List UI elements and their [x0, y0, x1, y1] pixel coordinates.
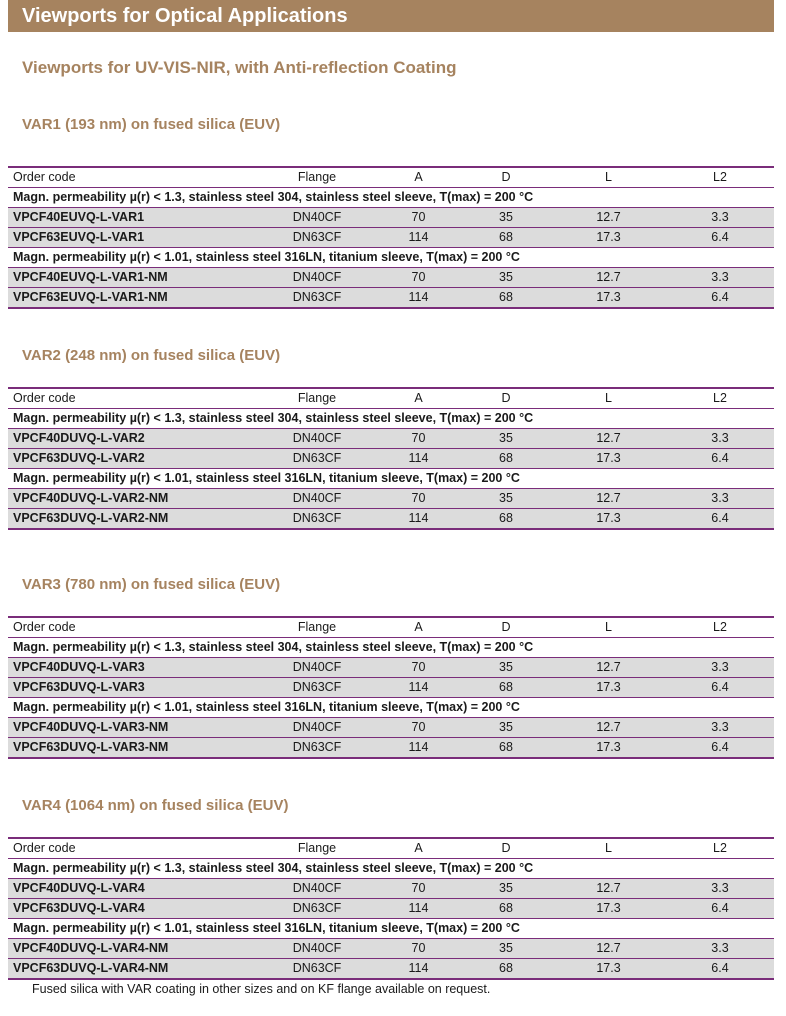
cell-d: 35	[461, 939, 551, 959]
table-row	[8, 509, 774, 530]
cell-order-code: VPCF63DUVQ-L-VAR2-NM	[8, 509, 258, 530]
cell-l2: 6.4	[666, 678, 774, 698]
cell-order-code: VPCF63EUVQ-L-VAR1	[8, 228, 258, 248]
cell-a: 70	[376, 268, 461, 288]
cell-l2: 3.3	[666, 718, 774, 738]
column-header-flange: Flange	[258, 167, 376, 188]
column-header-d: D	[461, 388, 551, 409]
column-header-order-code: Order code	[8, 838, 258, 859]
cell-flange: DN63CF	[258, 449, 376, 469]
cell-l2: 3.3	[666, 208, 774, 228]
column-header-flange: Flange	[258, 838, 376, 859]
cell-d: 35	[461, 879, 551, 899]
cell-a: 70	[376, 879, 461, 899]
cell-a: 70	[376, 658, 461, 678]
cell-a: 114	[376, 678, 461, 698]
group-label: Magn. permeability µ(r) < 1.3, stainless steel 304, stainless steel sleeve, T(max) = 200 °C	[8, 409, 774, 429]
cell-a: 114	[376, 509, 461, 530]
cell-flange: DN40CF	[258, 939, 376, 959]
group-label: Magn. permeability µ(r) < 1.3, stainless steel 304, stainless steel sleeve, T(max) = 200 °C	[8, 188, 774, 208]
cell-flange: DN63CF	[258, 509, 376, 530]
cell-a: 70	[376, 208, 461, 228]
table-row	[8, 208, 774, 228]
group-label: Magn. permeability µ(r) < 1.01, stainless steel 316LN, titanium sleeve, T(max) = 200 °C	[8, 248, 774, 268]
cell-order-code: VPCF40DUVQ-L-VAR2-NM	[8, 489, 258, 509]
page-title: Viewports for Optical Applications	[22, 5, 348, 27]
table-row	[8, 718, 774, 738]
cell-flange: DN40CF	[258, 879, 376, 899]
cell-order-code: VPCF63DUVQ-L-VAR3-NM	[8, 738, 258, 759]
group-label: Magn. permeability µ(r) < 1.01, stainless steel 316LN, titanium sleeve, T(max) = 200 °C	[8, 698, 774, 718]
cell-l: 17.3	[551, 228, 666, 248]
cell-l: 12.7	[551, 939, 666, 959]
cell-flange: DN63CF	[258, 288, 376, 309]
cell-order-code: VPCF40DUVQ-L-VAR3-NM	[8, 718, 258, 738]
table-header-row	[8, 388, 774, 409]
spec-table	[8, 837, 774, 980]
cell-l2: 3.3	[666, 489, 774, 509]
cell-a: 70	[376, 489, 461, 509]
cell-l2: 6.4	[666, 228, 774, 248]
table-row	[8, 899, 774, 919]
cell-d: 68	[461, 449, 551, 469]
group-header-row	[8, 638, 774, 658]
cell-l: 12.7	[551, 429, 666, 449]
cell-l2: 6.4	[666, 449, 774, 469]
cell-order-code: VPCF63DUVQ-L-VAR2	[8, 449, 258, 469]
cell-l: 12.7	[551, 879, 666, 899]
cell-d: 68	[461, 899, 551, 919]
cell-d: 68	[461, 959, 551, 980]
cell-flange: DN40CF	[258, 268, 376, 288]
column-header-d: D	[461, 838, 551, 859]
cell-flange: DN63CF	[258, 228, 376, 248]
cell-flange: DN40CF	[258, 658, 376, 678]
cell-l2: 3.3	[666, 268, 774, 288]
cell-d: 68	[461, 288, 551, 309]
cell-l: 17.3	[551, 509, 666, 530]
cell-d: 35	[461, 208, 551, 228]
cell-order-code: VPCF40DUVQ-L-VAR4-NM	[8, 939, 258, 959]
cell-d: 68	[461, 678, 551, 698]
column-header-l2: L2	[666, 388, 774, 409]
cell-l2: 3.3	[666, 939, 774, 959]
cell-a: 70	[376, 429, 461, 449]
cell-l2: 3.3	[666, 879, 774, 899]
table-header-row	[8, 167, 774, 188]
cell-a: 114	[376, 959, 461, 980]
column-header-order-code: Order code	[8, 388, 258, 409]
cell-order-code: VPCF40EUVQ-L-VAR1-NM	[8, 268, 258, 288]
cell-l2: 3.3	[666, 429, 774, 449]
cell-order-code: VPCF40DUVQ-L-VAR3	[8, 658, 258, 678]
table-row	[8, 678, 774, 698]
column-header-l2: L2	[666, 617, 774, 638]
cell-flange: DN63CF	[258, 959, 376, 980]
group-header-row	[8, 919, 774, 939]
table-row	[8, 939, 774, 959]
column-header-a: A	[376, 838, 461, 859]
column-header-a: A	[376, 388, 461, 409]
cell-d: 35	[461, 489, 551, 509]
cell-flange: DN40CF	[258, 429, 376, 449]
cell-l2: 6.4	[666, 959, 774, 980]
cell-l: 17.3	[551, 959, 666, 980]
column-header-d: D	[461, 167, 551, 188]
cell-d: 35	[461, 429, 551, 449]
column-header-l: L	[551, 617, 666, 638]
cell-order-code: VPCF63EUVQ-L-VAR1-NM	[8, 288, 258, 309]
column-header-a: A	[376, 617, 461, 638]
cell-l2: 6.4	[666, 899, 774, 919]
section-subtitle: Viewports for UV-VIS-NIR, with Anti-reflection Coating	[22, 58, 457, 77]
group-header-row	[8, 409, 774, 429]
group-header-row	[8, 698, 774, 718]
table-row	[8, 738, 774, 759]
table-row	[8, 288, 774, 309]
cell-order-code: VPCF40EUVQ-L-VAR1	[8, 208, 258, 228]
cell-d: 68	[461, 509, 551, 530]
cell-l: 12.7	[551, 658, 666, 678]
spec-table	[8, 616, 774, 759]
cell-d: 35	[461, 718, 551, 738]
cell-l: 17.3	[551, 738, 666, 759]
column-header-flange: Flange	[258, 388, 376, 409]
group-header-row	[8, 188, 774, 208]
cell-order-code: VPCF40DUVQ-L-VAR2	[8, 429, 258, 449]
cell-l: 17.3	[551, 678, 666, 698]
column-header-flange: Flange	[258, 617, 376, 638]
table-row	[8, 959, 774, 980]
table-row	[8, 268, 774, 288]
cell-flange: DN63CF	[258, 738, 376, 759]
column-header-d: D	[461, 617, 551, 638]
column-header-l: L	[551, 167, 666, 188]
group-label: Magn. permeability µ(r) < 1.3, stainless steel 304, stainless steel sleeve, T(max) = 200 °C	[8, 638, 774, 658]
cell-d: 68	[461, 228, 551, 248]
section-title: VAR3 (780 nm) on fused silica (EUV)	[22, 576, 281, 593]
cell-flange: DN40CF	[258, 208, 376, 228]
spec-table	[8, 166, 774, 309]
cell-flange: DN63CF	[258, 899, 376, 919]
cell-flange: DN40CF	[258, 718, 376, 738]
cell-l2: 6.4	[666, 288, 774, 309]
cell-d: 35	[461, 268, 551, 288]
table-header-row	[8, 838, 774, 859]
cell-order-code: VPCF63DUVQ-L-VAR4-NM	[8, 959, 258, 980]
table-row	[8, 228, 774, 248]
column-header-l: L	[551, 388, 666, 409]
cell-a: 70	[376, 718, 461, 738]
cell-l2: 6.4	[666, 738, 774, 759]
group-label: Magn. permeability µ(r) < 1.01, stainless steel 316LN, titanium sleeve, T(max) = 200 °C	[8, 919, 774, 939]
cell-order-code: VPCF40DUVQ-L-VAR4	[8, 879, 258, 899]
section-title: VAR1 (193 nm) on fused silica (EUV)	[22, 116, 281, 133]
table-row	[8, 449, 774, 469]
cell-order-code: VPCF63DUVQ-L-VAR4	[8, 899, 258, 919]
cell-l: 12.7	[551, 208, 666, 228]
cell-l2: 6.4	[666, 509, 774, 530]
cell-a: 114	[376, 449, 461, 469]
group-header-row	[8, 248, 774, 268]
table-header-row	[8, 617, 774, 638]
cell-l2: 3.3	[666, 658, 774, 678]
footnote: Fused silica with VAR coating in other sizes and on KF flange available on request.	[32, 982, 491, 996]
column-header-l: L	[551, 838, 666, 859]
table-row	[8, 429, 774, 449]
section-title: VAR2 (248 nm) on fused silica (EUV)	[22, 347, 281, 364]
column-header-l2: L2	[666, 838, 774, 859]
group-label: Magn. permeability µ(r) < 1.01, stainless steel 316LN, titanium sleeve, T(max) = 200 °C	[8, 469, 774, 489]
group-header-row	[8, 469, 774, 489]
table-row	[8, 489, 774, 509]
page-banner	[8, 0, 774, 32]
cell-l: 12.7	[551, 489, 666, 509]
cell-a: 70	[376, 939, 461, 959]
spec-table	[8, 387, 774, 530]
table-row	[8, 658, 774, 678]
cell-flange: DN63CF	[258, 678, 376, 698]
table-row	[8, 879, 774, 899]
section-title: VAR4 (1064 nm) on fused silica (EUV)	[22, 797, 289, 814]
cell-a: 114	[376, 228, 461, 248]
cell-d: 68	[461, 738, 551, 759]
cell-a: 114	[376, 899, 461, 919]
column-header-order-code: Order code	[8, 167, 258, 188]
cell-order-code: VPCF63DUVQ-L-VAR3	[8, 678, 258, 698]
group-header-row	[8, 859, 774, 879]
column-header-order-code: Order code	[8, 617, 258, 638]
cell-flange: DN40CF	[258, 489, 376, 509]
cell-l: 12.7	[551, 268, 666, 288]
cell-d: 35	[461, 658, 551, 678]
column-header-a: A	[376, 167, 461, 188]
cell-l: 17.3	[551, 449, 666, 469]
cell-l: 17.3	[551, 899, 666, 919]
cell-l: 12.7	[551, 718, 666, 738]
cell-a: 114	[376, 738, 461, 759]
group-label: Magn. permeability µ(r) < 1.3, stainless steel 304, stainless steel sleeve, T(max) = 200 °C	[8, 859, 774, 879]
cell-l: 17.3	[551, 288, 666, 309]
cell-a: 114	[376, 288, 461, 309]
column-header-l2: L2	[666, 167, 774, 188]
